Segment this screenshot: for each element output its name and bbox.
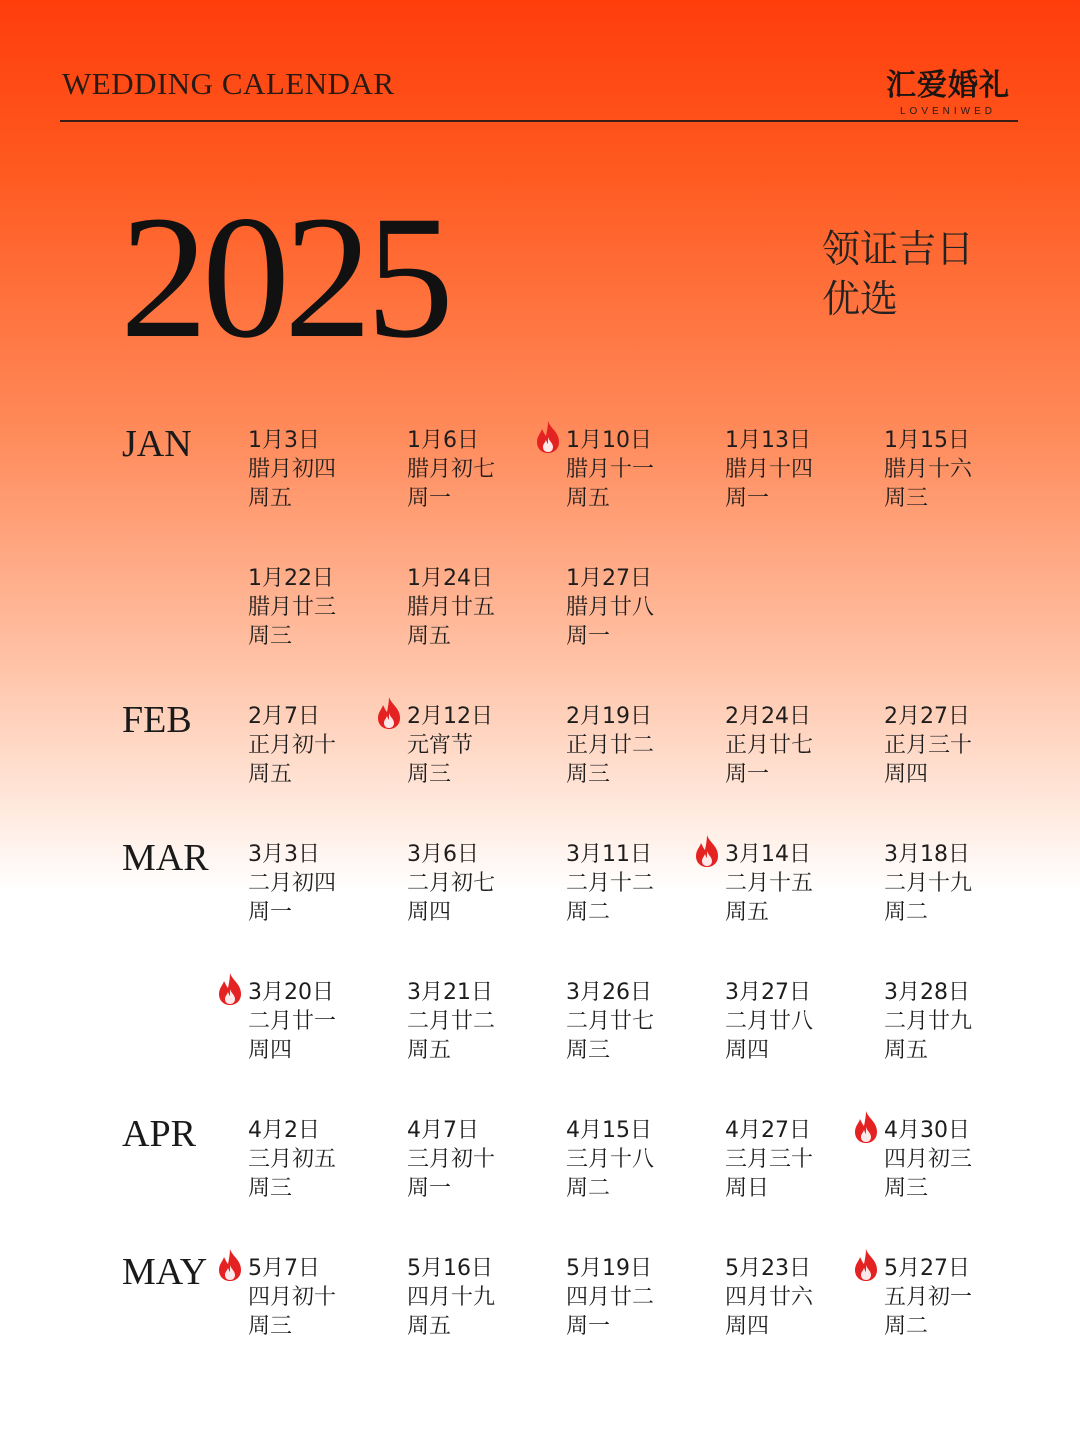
header-title: WEDDING CALENDAR <box>62 66 395 101</box>
date-entry <box>884 1254 1034 1341</box>
date-entry <box>407 840 557 927</box>
brand-name-en: LOVENIWED <box>899 106 996 117</box>
subtitle-line-2: 优选 <box>822 277 899 321</box>
lunar-date: 正月廿七 <box>725 733 814 758</box>
weekday-label: 周二 <box>566 1176 611 1201</box>
lunar-date: 三月初五 <box>248 1147 337 1172</box>
fire-icon <box>374 696 404 730</box>
lunar-date: 元宵节 <box>407 733 474 758</box>
weekday-label: 周四 <box>725 1038 770 1063</box>
month-label-mar: MAR <box>122 837 209 879</box>
date-label: 2月27日 <box>884 704 970 729</box>
weekday-label: 周五 <box>248 486 293 511</box>
date-entry <box>407 1116 557 1203</box>
weekday-label: 周三 <box>248 624 293 649</box>
fire-icon <box>692 834 722 868</box>
date-label: 4月2日 <box>248 1118 320 1143</box>
weekday-label: 周三 <box>566 1038 611 1063</box>
lunar-date: 二月廿一 <box>248 1009 337 1034</box>
month-label-feb: FEB <box>122 699 192 741</box>
date-label: 5月16日 <box>407 1256 493 1281</box>
date-label: 3月27日 <box>725 980 811 1005</box>
lunar-date: 四月廿六 <box>725 1285 814 1310</box>
date-label: 5月19日 <box>566 1256 652 1281</box>
date-entry <box>248 1116 398 1203</box>
date-entry <box>884 1116 1034 1203</box>
date-label: 2月12日 <box>407 704 493 729</box>
date-label: 3月6日 <box>407 842 479 867</box>
lunar-date: 腊月初四 <box>248 457 337 482</box>
weekday-label: 周五 <box>407 1314 452 1339</box>
lunar-date: 腊月廿五 <box>407 595 496 620</box>
date-label: 3月14日 <box>725 842 811 867</box>
lunar-date: 二月廿九 <box>884 1009 973 1034</box>
date-entry <box>248 1254 398 1341</box>
date-label: 2月7日 <box>248 704 320 729</box>
fire-icon <box>851 1110 881 1144</box>
fire-icon <box>533 420 563 454</box>
date-entry <box>566 1254 716 1341</box>
lunar-date: 二月廿二 <box>407 1009 496 1034</box>
lunar-date: 腊月廿三 <box>248 595 337 620</box>
lunar-date: 正月初十 <box>248 733 337 758</box>
fire-icon <box>215 1248 245 1282</box>
date-entry <box>248 840 398 927</box>
date-label: 3月18日 <box>884 842 970 867</box>
date-label: 1月15日 <box>884 428 970 453</box>
weekday-label: 周一 <box>248 900 293 925</box>
date-label: 1月10日 <box>566 428 652 453</box>
lunar-date: 腊月十六 <box>884 457 973 482</box>
date-entry <box>725 978 875 1065</box>
weekday-label: 周一 <box>407 486 452 511</box>
date-entry <box>248 978 398 1065</box>
month-label-apr: APR <box>122 1113 196 1155</box>
date-entry <box>566 1116 716 1203</box>
weekday-label: 周五 <box>407 1038 452 1063</box>
weekday-label: 周五 <box>566 486 611 511</box>
weekday-label: 周四 <box>884 762 929 787</box>
date-entry <box>407 702 557 789</box>
year-heading: 2025 <box>120 180 448 375</box>
date-label: 1月24日 <box>407 566 493 591</box>
date-entry <box>725 426 875 513</box>
date-label: 3月20日 <box>248 980 334 1005</box>
date-label: 1月13日 <box>725 428 811 453</box>
date-entry <box>884 840 1034 927</box>
weekday-label: 周四 <box>248 1038 293 1063</box>
weekday-label: 周二 <box>566 900 611 925</box>
lunar-date: 正月三十 <box>884 733 973 758</box>
date-entry <box>248 426 398 513</box>
lunar-date: 二月初四 <box>248 871 337 896</box>
weekday-label: 周三 <box>884 1176 929 1201</box>
date-entry <box>566 978 716 1065</box>
date-entry <box>407 1254 557 1341</box>
weekday-label: 周日 <box>725 1176 770 1201</box>
lunar-date: 腊月廿八 <box>566 595 655 620</box>
lunar-date: 腊月十一 <box>566 457 655 482</box>
date-label: 1月6日 <box>407 428 479 453</box>
weekday-label: 周一 <box>725 486 770 511</box>
weekday-label: 周五 <box>725 900 770 925</box>
subtitle <box>822 224 974 324</box>
lunar-date: 二月廿八 <box>725 1009 814 1034</box>
header-divider <box>60 120 1018 122</box>
lunar-date: 三月三十 <box>725 1147 814 1172</box>
subtitle-line-1: 领证吉日 <box>822 227 975 271</box>
fire-icon <box>215 972 245 1006</box>
lunar-date: 二月廿七 <box>566 1009 655 1034</box>
lunar-date: 三月十八 <box>566 1147 655 1172</box>
lunar-date: 五月初一 <box>884 1285 973 1310</box>
date-label: 3月28日 <box>884 980 970 1005</box>
brand-name-cn: 汇爱婚礼 <box>886 68 1010 103</box>
date-entry <box>566 426 716 513</box>
lunar-date: 二月十五 <box>725 871 814 896</box>
date-label: 3月21日 <box>407 980 493 1005</box>
weekday-label: 周四 <box>725 1314 770 1339</box>
date-label: 5月23日 <box>725 1256 811 1281</box>
date-entry <box>248 564 398 651</box>
date-label: 4月30日 <box>884 1118 970 1143</box>
weekday-label: 周一 <box>725 762 770 787</box>
weekday-label: 周三 <box>248 1314 293 1339</box>
date-label: 5月27日 <box>884 1256 970 1281</box>
date-entry <box>725 702 875 789</box>
weekday-label: 周四 <box>407 900 452 925</box>
date-label: 3月11日 <box>566 842 652 867</box>
weekday-label: 周一 <box>566 624 611 649</box>
brand-logo <box>880 60 1016 117</box>
date-label: 3月26日 <box>566 980 652 1005</box>
lunar-date: 四月廿二 <box>566 1285 655 1310</box>
date-label: 4月7日 <box>407 1118 479 1143</box>
date-label: 1月3日 <box>248 428 320 453</box>
weekday-label: 周三 <box>884 486 929 511</box>
lunar-date: 二月十九 <box>884 871 973 896</box>
date-label: 5月7日 <box>248 1256 320 1281</box>
date-label: 1月22日 <box>248 566 334 591</box>
weekday-label: 周五 <box>407 624 452 649</box>
lunar-date: 四月十九 <box>407 1285 496 1310</box>
weekday-label: 周二 <box>884 1314 929 1339</box>
lunar-date: 腊月初七 <box>407 457 496 482</box>
lunar-date: 三月初十 <box>407 1147 496 1172</box>
date-entry <box>407 978 557 1065</box>
date-label: 1月27日 <box>566 566 652 591</box>
date-label: 2月19日 <box>566 704 652 729</box>
weekday-label: 周五 <box>248 762 293 787</box>
date-entry <box>566 564 716 651</box>
lunar-date: 二月十二 <box>566 871 655 896</box>
date-label: 2月24日 <box>725 704 811 729</box>
date-entry <box>407 564 557 651</box>
weekday-label: 周一 <box>407 1176 452 1201</box>
month-label-may: MAY <box>122 1251 208 1293</box>
date-entry <box>566 702 716 789</box>
lunar-date: 四月初三 <box>884 1147 973 1172</box>
weekday-label: 周一 <box>566 1314 611 1339</box>
fire-icon <box>851 1248 881 1282</box>
lunar-date: 四月初十 <box>248 1285 337 1310</box>
lunar-date: 腊月十四 <box>725 457 814 482</box>
weekday-label: 周五 <box>884 1038 929 1063</box>
weekday-label: 周二 <box>884 900 929 925</box>
date-label: 4月27日 <box>725 1118 811 1143</box>
weekday-label: 周三 <box>248 1176 293 1201</box>
date-label: 3月3日 <box>248 842 320 867</box>
month-label-jan: JAN <box>122 423 192 465</box>
date-entry <box>884 978 1034 1065</box>
lunar-date: 二月初七 <box>407 871 496 896</box>
date-entry <box>884 702 1034 789</box>
weekday-label: 周三 <box>407 762 452 787</box>
date-entry <box>725 840 875 927</box>
date-entry <box>884 426 1034 513</box>
weekday-label: 周三 <box>566 762 611 787</box>
date-label: 4月15日 <box>566 1118 652 1143</box>
lunar-date: 正月廿二 <box>566 733 655 758</box>
